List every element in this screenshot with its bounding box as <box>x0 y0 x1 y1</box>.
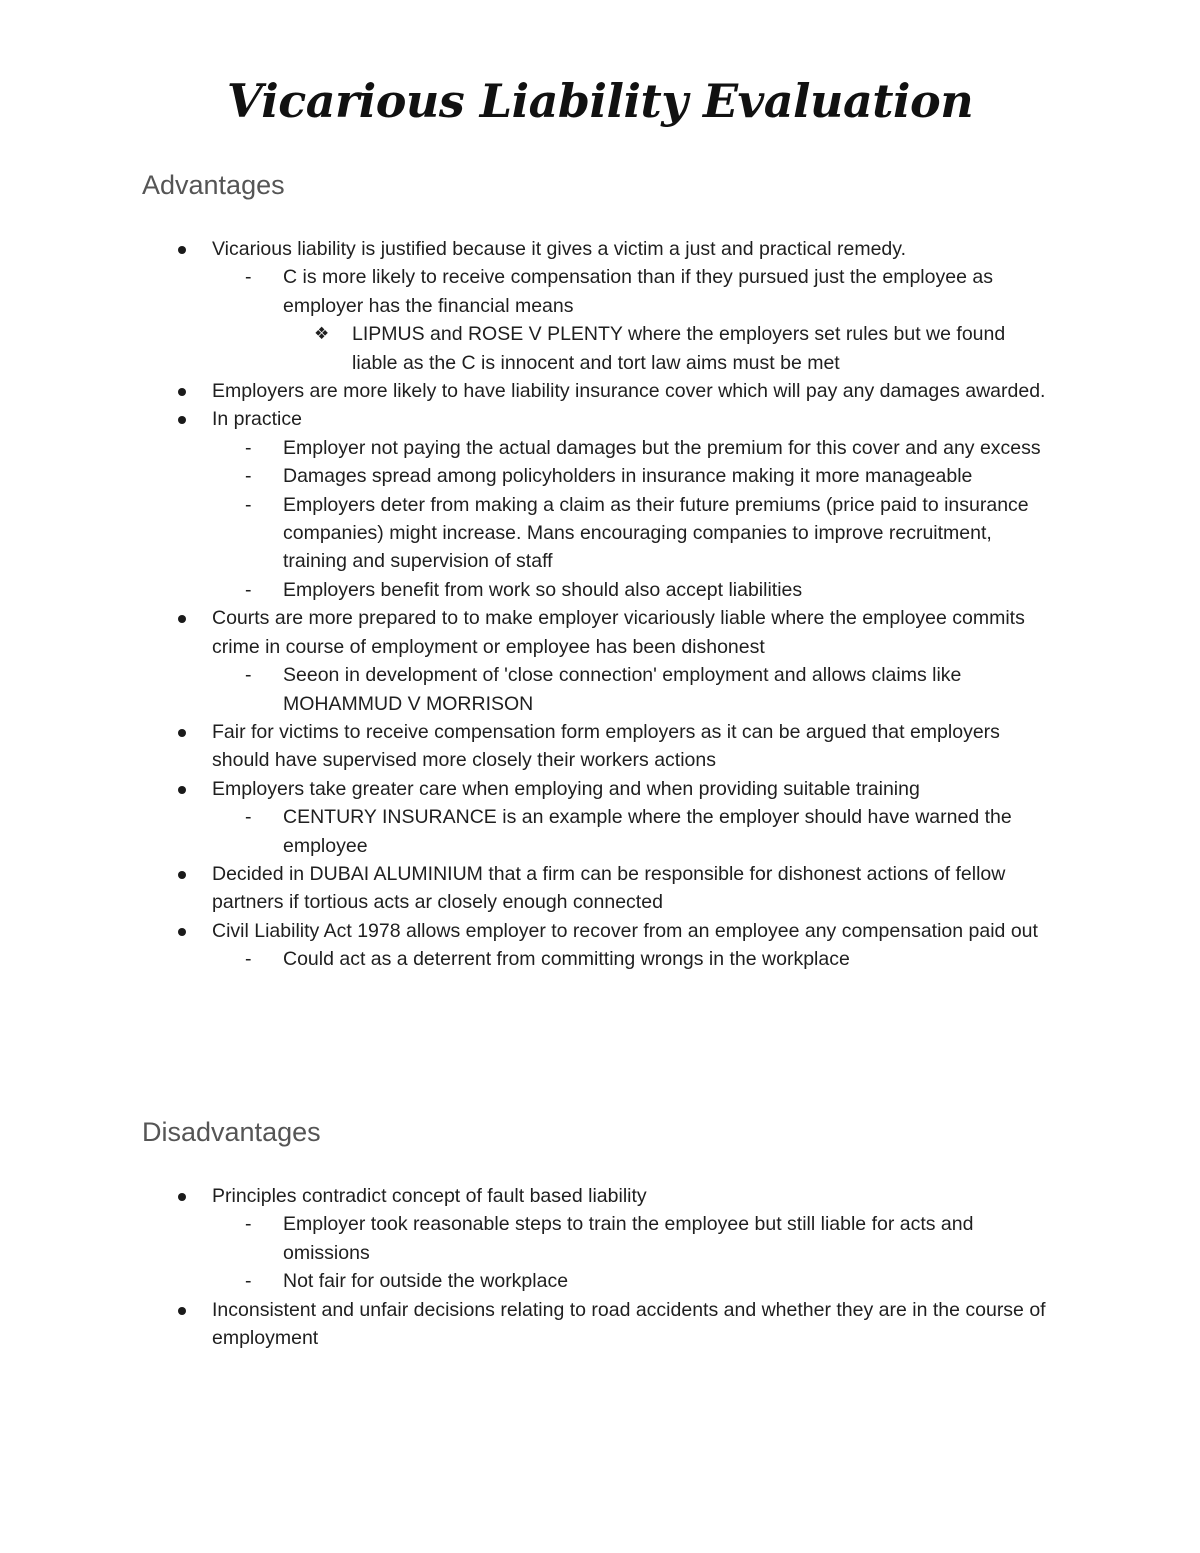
dash-bullet-icon: - <box>245 578 252 601</box>
list-item <box>0 860 1200 917</box>
sub-sub-list-item <box>0 320 1200 377</box>
sub-list-item-text: C is more likely to receive compensation than if they pursued just the employee as employer has the financial means <box>283 266 993 317</box>
list-item-text: Fair for victims to receive compensation form employers as it can be argued that employers should have supervised more closely their workers actions <box>212 720 1000 772</box>
dash-bullet-icon: - <box>245 664 252 687</box>
list-item <box>0 604 1200 661</box>
sub-list-item-text: CENTURY INSURANCE is an example where the employer should have warned the employee <box>283 806 1012 857</box>
list-item-text: In practice <box>212 408 302 431</box>
sub-list-item-text: Could act as a deterrent from committing wrongs in the workplace <box>283 948 850 971</box>
sub-list-item <box>0 1267 1200 1295</box>
sub-list-item <box>0 462 1200 490</box>
disadvantages-heading: Disadvantages <box>142 1117 321 1147</box>
list-item-text: Civil Liability Act 1978 allows employer to recover from an employee any compensation paid out <box>212 919 1038 942</box>
dash-bullet-icon: - <box>245 948 252 971</box>
sub-list-item <box>0 661 1200 718</box>
list-item <box>0 405 1200 433</box>
list-item <box>0 1296 1200 1353</box>
dash-bullet-icon: - <box>245 1213 252 1236</box>
sub-list-item <box>0 1210 1200 1267</box>
dash-bullet-icon: - <box>245 266 252 289</box>
sub-list-item-text: Damages spread among policyholders in insurance making it more manageable <box>283 465 973 488</box>
sub-list-item <box>0 945 1200 973</box>
list-item <box>0 377 1200 405</box>
bullet-icon <box>178 928 186 936</box>
dash-bullet-icon: - <box>245 465 252 488</box>
advantages-list <box>0 235 1200 974</box>
list-item <box>0 235 1200 263</box>
sub-list-item-text: Employers deter from making a claim as their future premiums (price paid to insurance companies) might increase. Mans encouraging companies to improve recruitment, training and supervision of staff <box>283 493 1029 573</box>
sub-list-item <box>0 803 1200 860</box>
list-item-text: Vicarious liability is justified because it gives a victim a just and practical remedy. <box>212 238 906 260</box>
advantages-heading: Advantages <box>142 170 285 200</box>
list-item-text: Courts are more prepared to to make employer vicariously liable where the employee commits crime in course of employment or employee has been dishonest <box>212 607 1025 658</box>
list-item-text: Decided in DUBAI ALUMINIUM that a firm can be responsible for dishonest actions of fellow partners if tortious acts ar closely enough connected <box>212 862 1006 914</box>
sub-list-item-text: Employer not paying the actual damages but the premium for this cover and any excess <box>283 436 1041 459</box>
sub-list-item-text: Employer took reasonable steps to train the employee but still liable for acts and omissions <box>283 1213 974 1264</box>
sub-list-item <box>0 576 1200 604</box>
disadvantages-list <box>0 1182 1200 1352</box>
list-item <box>0 775 1200 803</box>
sub-list-item-text: Seeon in development of 'close connection' employment and allows claims like MOHAMMUD V MORRISON <box>283 664 962 715</box>
bullet-icon <box>178 871 186 879</box>
list-item <box>0 1182 1200 1210</box>
list-item-text: Inconsistent and unfair decisions relating to road accidents and whether they are in the course of employment <box>212 1298 1046 1350</box>
sub-list-item-text: Employers benefit from work so should also accept liabilities <box>283 578 803 601</box>
sub-list-item <box>0 434 1200 462</box>
dash-bullet-icon: - <box>245 806 252 829</box>
sub-sub-list-item-text: LIPMUS and ROSE V PLENTY where the employers set rules but we found liable as the C is innocent and tort law aims must be met <box>352 323 1006 374</box>
bullet-icon <box>178 416 186 424</box>
bullet-icon <box>178 246 186 254</box>
dash-bullet-icon: - <box>245 436 252 459</box>
document-title: Vicarious Liability Evaluation <box>226 74 974 128</box>
dash-bullet-icon: - <box>245 1270 252 1293</box>
list-item-text: Employers take greater care when employing and when providing suitable training <box>212 777 920 800</box>
dash-bullet-icon: - <box>245 493 252 516</box>
sub-list-item <box>0 491 1200 576</box>
bullet-icon <box>178 786 186 794</box>
sub-list-item <box>0 263 1200 320</box>
sub-list-item-text: Not fair for outside the workplace <box>283 1270 569 1293</box>
list-item-text: Employers are more likely to have liability insurance cover which will pay any damages awarded. <box>212 380 1046 403</box>
bullet-icon <box>178 615 186 623</box>
bullet-icon <box>178 729 186 737</box>
list-item <box>0 718 1200 775</box>
bullet-icon <box>178 1307 186 1315</box>
diamond-bullet-icon: ❖ <box>314 324 330 344</box>
bullet-icon <box>178 1193 186 1201</box>
bullet-icon <box>178 388 186 396</box>
list-item-text: Principles contradict concept of fault based liability <box>212 1185 647 1207</box>
list-item <box>0 917 1200 945</box>
